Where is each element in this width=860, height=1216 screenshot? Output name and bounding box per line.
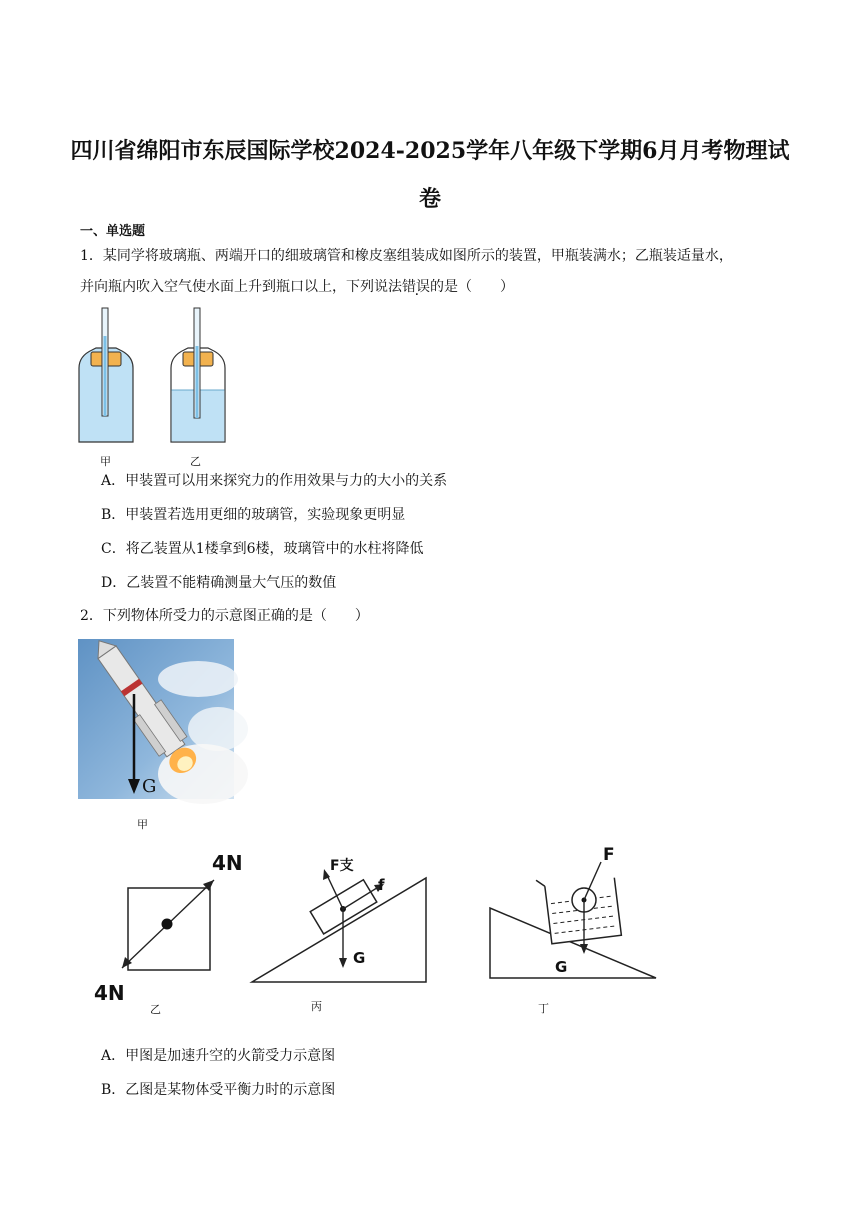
q1-stem-emphasis: 错误	[402, 279, 430, 295]
gravity-label-ding: G	[555, 958, 568, 976]
support-force-label: F支	[330, 858, 354, 874]
q1-option-a: A．甲装置可以用来探究力的作用效果与力的大小的关系	[101, 473, 448, 489]
section-heading: 一、单选题	[80, 224, 146, 239]
figure-yi-caption: 乙	[150, 1003, 161, 1016]
gravity-label-bing: G	[353, 949, 366, 967]
figure-bing-caption: 丙	[311, 1000, 322, 1013]
bottle-jia-figure	[76, 306, 136, 446]
q1-option-d: D．乙装置不能精确测量大气压的数值	[101, 575, 337, 591]
force-bottom-label: 4N	[94, 981, 125, 1005]
q1-stem-post: 的是（ ）	[430, 279, 514, 295]
figure-bing-incline	[250, 850, 440, 990]
q2-option-a: A．甲图是加速升空的火箭受力示意图	[101, 1048, 336, 1064]
force-top-label: 4N	[212, 851, 243, 875]
q1-option-c: C．将乙装置从1楼拿到6楼，玻璃管中的水柱将降低	[101, 541, 424, 557]
q1-option-b: B．甲装置若选用更细的玻璃管，实验现象更明显	[101, 507, 406, 523]
figure-ding-beaker	[488, 840, 663, 985]
figure-ding-caption: 丁	[538, 1002, 549, 1015]
page-title-line1: 四川省绵阳市东辰国际学校2024-2025学年八年级下学期6月月考物理试	[70, 138, 790, 164]
rocket-caption: 甲	[137, 818, 148, 831]
force-f-label: F	[603, 845, 615, 865]
q1-stem-pre: 并向瓶内吹入空气使水面上升到瓶口以上，下列说法	[80, 279, 402, 295]
figure-yi-square	[90, 850, 270, 1020]
rocket-photo	[78, 639, 234, 799]
q1-stem-line1: 1．某同学将玻璃瓶、两端开口的细玻璃管和橡皮塞组装成如图所示的装置，甲瓶装满水；乙瓶装适量水，	[80, 248, 733, 264]
page-title-line2: 卷	[418, 186, 441, 212]
bottle-jia-caption: 甲	[100, 455, 111, 468]
friction-label: f	[378, 876, 385, 894]
rocket-gravity-label: G	[142, 776, 157, 797]
q2-option-b: B．乙图是某物体受平衡力时的示意图	[101, 1082, 336, 1098]
bottle-yi-figure	[168, 306, 228, 446]
bottle-yi-caption: 乙	[190, 455, 201, 468]
q1-stem-line2	[80, 278, 514, 296]
q2-stem: 2．下列物体所受力的示意图正确的是（ ）	[80, 608, 369, 624]
